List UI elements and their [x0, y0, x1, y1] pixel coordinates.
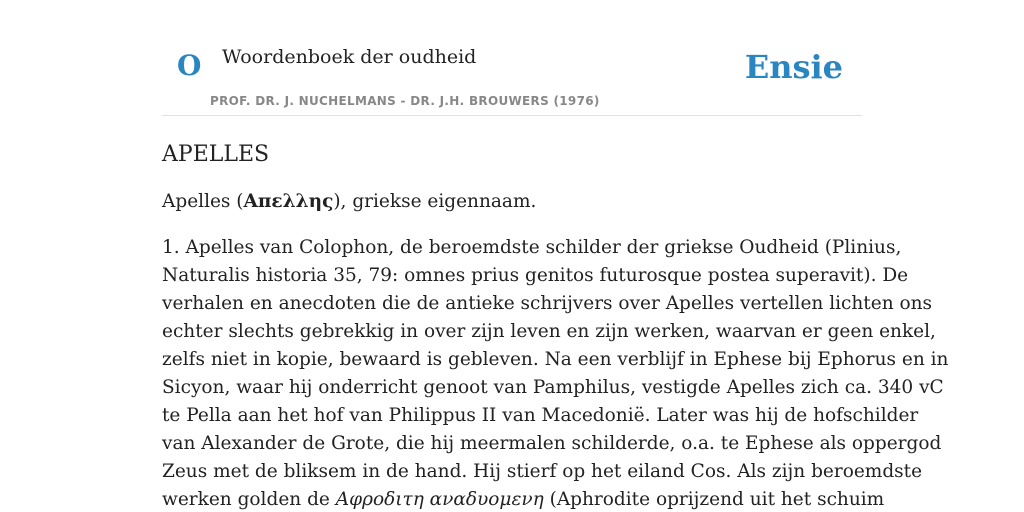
body-line-last	[162, 486, 885, 512]
last-line-before: werken golden de	[162, 489, 336, 510]
book-logo-letter[interactable]: O	[177, 49, 202, 82]
body-line: verhalen en anecdoten die de antieke schrijvers over Apelles vertellen lichten ons	[162, 293, 933, 314]
site-header	[162, 0, 862, 116]
entry-intro	[162, 188, 862, 216]
book-title-link[interactable]: Woordenboek der oudheid	[222, 46, 477, 68]
body-line: Naturalis historia 35, 79: omnes prius genitos futurosque postea superavit). De	[162, 265, 909, 286]
last-line-after: (Aphrodite oprijzend uit het schuim	[543, 489, 885, 510]
entry-body	[162, 234, 949, 512]
body-line: van Alexander de Grote, die hij meermalen schilderde, o.a. te Ephese als oppergod	[162, 433, 942, 454]
body-line: Zeus met de bliksem in de hand. Hij stierf op het eiland Cos. Als zijn beroemdste	[162, 461, 923, 482]
body-line: 1. Apelles van Colophon, de beroemdste schilder der griekse Oudheid (Plinius,	[162, 237, 902, 258]
body-line: zelfs niet in kopie, bewaard is gebleven. Na een verblijf in Ephese bij Ephorus en in	[162, 349, 949, 370]
greek-work-title: Αφροδιτη αναδυομενη	[335, 489, 544, 510]
ensie-logo-link[interactable]: Ensie	[744, 48, 843, 86]
entry-content	[162, 138, 949, 512]
entry-title: APELLES	[162, 142, 270, 167]
body-line: te Pella aan het hof van Philippus II van Macedonië. Later was hij de hofschilder	[162, 405, 919, 426]
intro-text-after: ), griekse eigennaam.	[333, 191, 537, 212]
book-authors: PROF. DR. J. NUCHELMANS - DR. J.H. BROUWERS (1976)	[210, 94, 600, 108]
intro-text-before: Apelles (	[162, 191, 244, 212]
body-line: echter slechts gebrekkig in over zijn leven en zijn werken, waarvan er geen enkel,	[162, 321, 936, 342]
body-line: Sicyon, waar hij onderricht genoot van Pamphilus, vestigde Apelles zich ca. 340 vC	[162, 377, 944, 398]
greek-name: Απελλης	[243, 191, 334, 212]
